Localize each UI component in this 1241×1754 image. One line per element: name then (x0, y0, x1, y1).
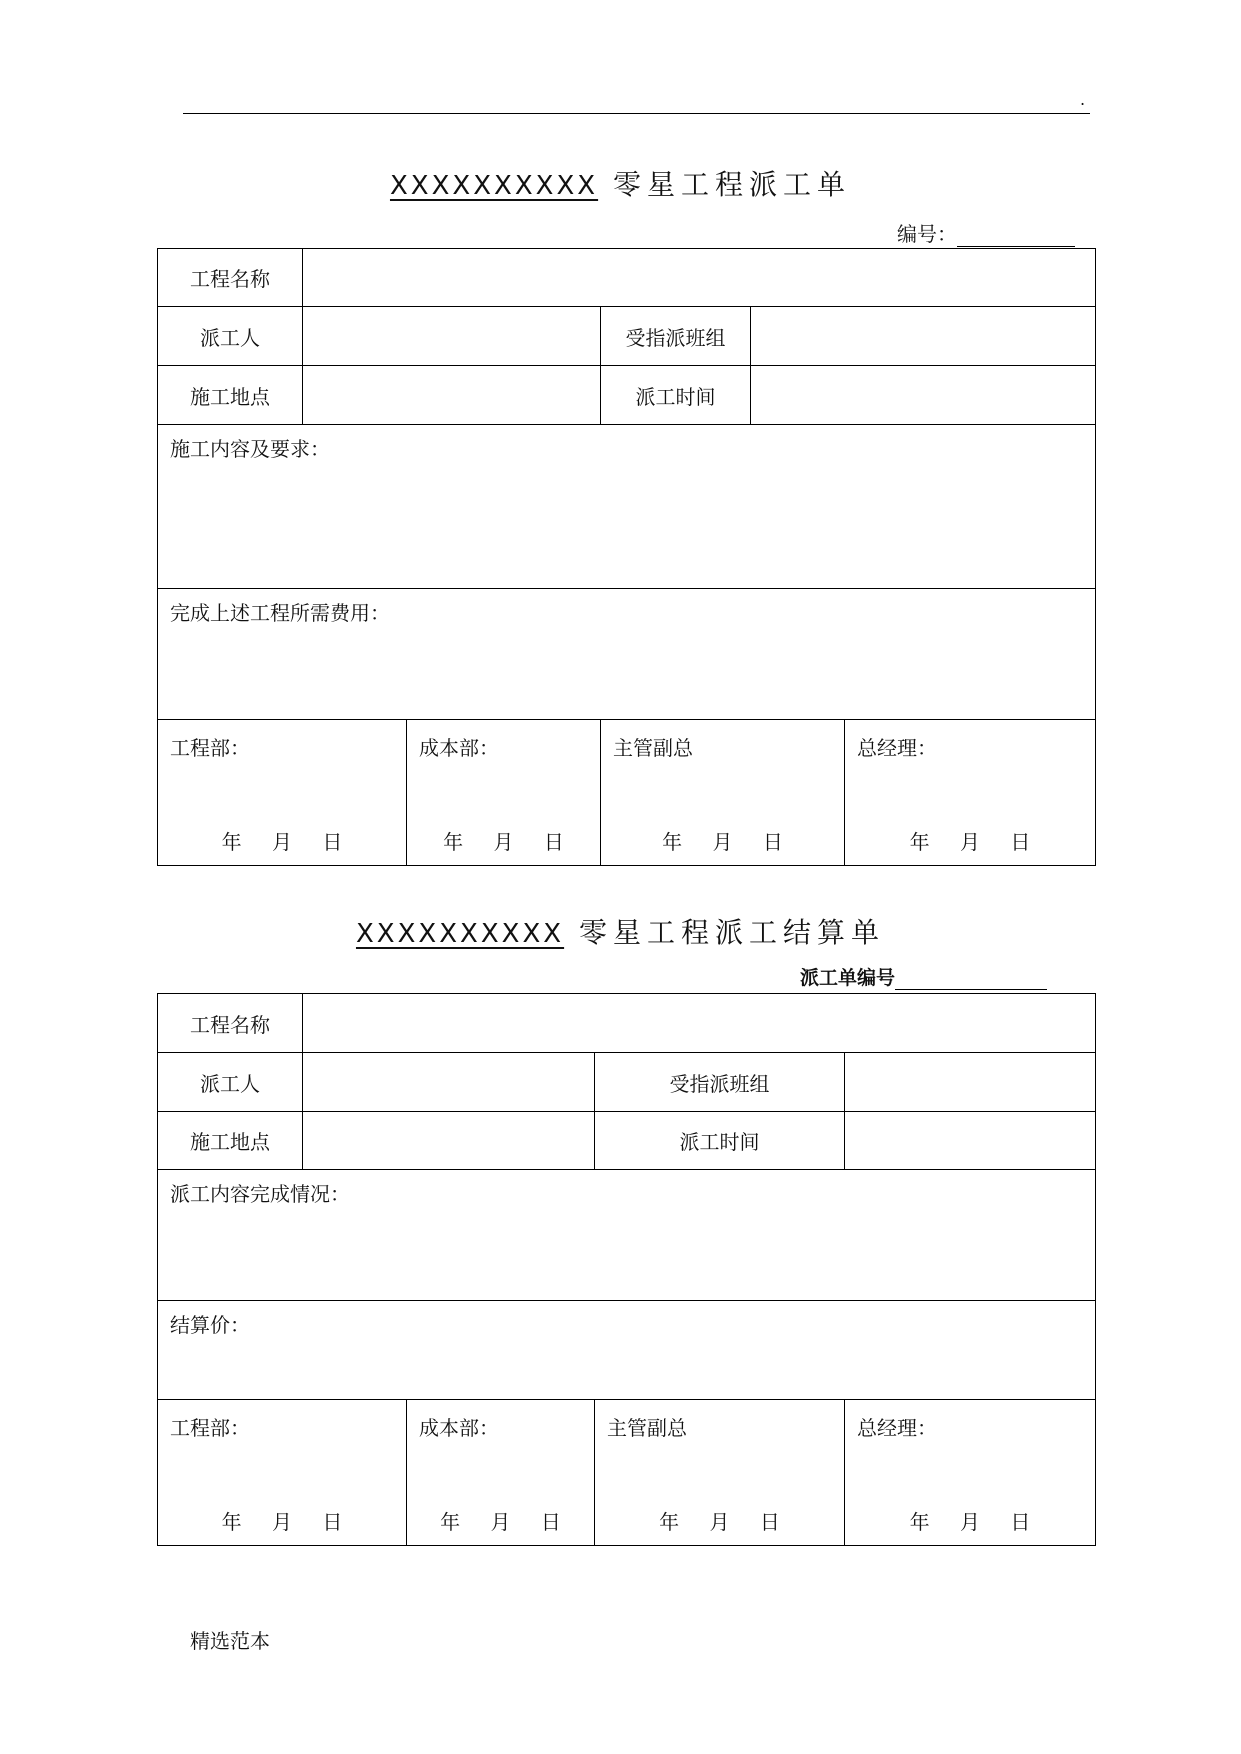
form1-cost-label: 完成上述工程所需费用： (170, 601, 390, 625)
form1-table (157, 248, 1096, 866)
header-rule (183, 113, 1090, 114)
sign-role: 主管副总 (613, 736, 693, 760)
form1-sign-general-manager[interactable] (845, 720, 1096, 866)
form1-dispatcher-label: 派工人 (158, 307, 303, 366)
form2-site-field[interactable] (303, 1112, 595, 1170)
form2-title-text: 零星工程派工结算单 (579, 916, 886, 949)
form2-table (157, 993, 1096, 1546)
sign-role: 工程部： (170, 1416, 250, 1440)
form1-sign-cost[interactable] (407, 720, 601, 866)
form2-number-label: 派工单编号 (800, 967, 896, 989)
form1-assigned-team-label: 受指派班组 (601, 307, 751, 366)
sign-date: 年 月 日 (909, 830, 1031, 854)
sign-date: 年 月 日 (221, 1510, 343, 1534)
sign-role: 成本部： (419, 736, 499, 760)
form2-title-code: XXXXXXXXXX (355, 919, 565, 949)
form2-number (800, 963, 1047, 990)
form1-title (0, 163, 1241, 203)
sign-date: 年 月 日 (443, 830, 564, 854)
form1-dispatcher-field[interactable] (303, 307, 601, 366)
sign-role: 成本部： (419, 1416, 499, 1440)
form2-dispatcher-field[interactable] (303, 1053, 595, 1112)
form2-completion-label: 派工内容完成情况： (170, 1182, 350, 1206)
form1-content-label: 施工内容及要求： (170, 437, 330, 461)
sign-role: 总经理： (857, 1416, 937, 1440)
sign-date: 年 月 日 (221, 830, 343, 854)
sign-role: 工程部： (170, 736, 250, 760)
form2-project-name-label: 工程名称 (158, 994, 303, 1053)
form2-sign-general-manager[interactable] (845, 1400, 1096, 1546)
form1-content-area[interactable] (158, 425, 1096, 589)
form2-dispatch-time-label: 派工时间 (595, 1112, 845, 1170)
form2-site-label: 施工地点 (158, 1112, 303, 1170)
form1-site-label: 施工地点 (158, 366, 303, 425)
form1-dispatch-time-label: 派工时间 (601, 366, 751, 425)
form1-title-text: 零星工程派工单 (613, 168, 852, 201)
form2-dispatch-time-field[interactable] (845, 1112, 1096, 1170)
form2-assigned-team-field[interactable] (845, 1053, 1096, 1112)
form2-completion-area[interactable] (158, 1170, 1096, 1301)
form1-site-field[interactable] (303, 366, 601, 425)
form2-title (0, 911, 1241, 951)
form1-number-field[interactable] (957, 226, 1075, 247)
form2-settlement-area[interactable] (158, 1301, 1096, 1400)
form2-settlement-label: 结算价： (170, 1313, 250, 1337)
form2-project-name-field[interactable] (303, 994, 1096, 1053)
form1-number (897, 218, 1075, 247)
sign-date: 年 月 日 (440, 1510, 561, 1534)
form1-number-label: 编号： (897, 222, 957, 246)
form2-dispatcher-label: 派工人 (158, 1053, 303, 1112)
form1-assigned-team-field[interactable] (751, 307, 1096, 366)
form2-sign-vice-president[interactable] (595, 1400, 845, 1546)
sign-date: 年 月 日 (659, 1510, 780, 1534)
header-dot: . (1080, 90, 1086, 109)
sign-role: 总经理： (857, 736, 937, 760)
sign-date: 年 月 日 (662, 830, 783, 854)
form1-sign-vice-president[interactable] (601, 720, 845, 866)
form2-sign-engineering[interactable] (158, 1400, 407, 1546)
form1-project-name-label: 工程名称 (158, 249, 303, 307)
form1-sign-engineering[interactable] (158, 720, 407, 866)
form1-title-code: XXXXXXXXXX (389, 171, 599, 201)
form1-cost-area[interactable] (158, 589, 1096, 720)
sign-role: 主管副总 (607, 1416, 687, 1440)
form2-assigned-team-label: 受指派班组 (595, 1053, 845, 1112)
form2-number-field[interactable] (895, 969, 1047, 990)
sign-date: 年 月 日 (909, 1510, 1031, 1534)
form1-project-name-field[interactable] (303, 249, 1096, 307)
page-footer: 精选范本 (190, 1629, 270, 1653)
form2-sign-cost[interactable] (407, 1400, 595, 1546)
form1-dispatch-time-field[interactable] (751, 366, 1096, 425)
